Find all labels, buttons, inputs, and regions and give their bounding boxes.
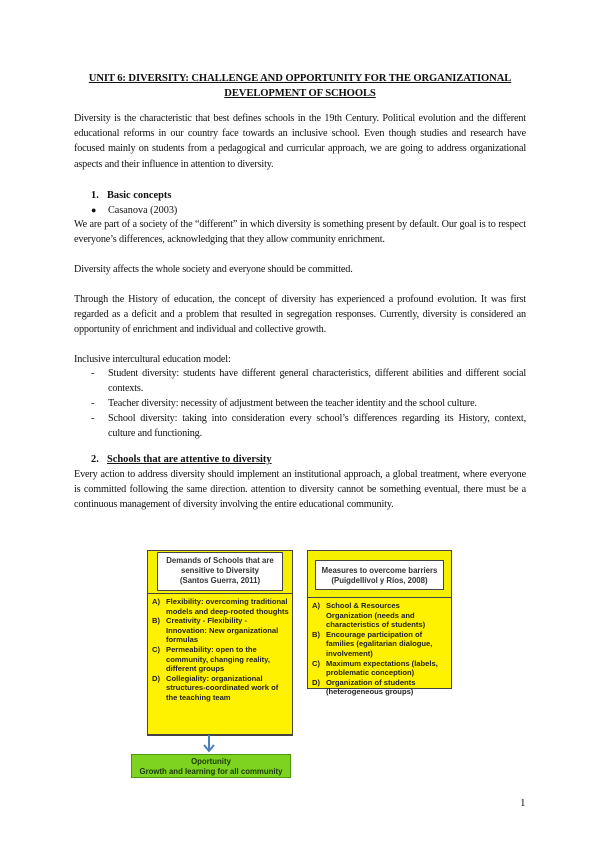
dash-mark: - bbox=[91, 398, 95, 409]
section-1-heading bbox=[91, 189, 171, 203]
history-paragraph: Through the History of education, the concept of diversity has experienced a profound evolution. It was first regarded as a deficit and a problem that resulted in segregation responses. Currently, diversity is considered an opportunity of enrichment and individual and collective growth. bbox=[74, 294, 526, 336]
item-letter: D) bbox=[152, 673, 161, 683]
demands-item bbox=[148, 616, 289, 645]
item-text: Encourage participation of families (egalitarian dialogue, involvement) bbox=[326, 629, 433, 658]
section-1-number: 1. bbox=[91, 190, 99, 201]
section-1-title: Basic concepts bbox=[107, 190, 172, 201]
measures-item bbox=[308, 630, 448, 659]
item-letter: C) bbox=[152, 644, 161, 654]
model-item-text: Student diversity: students have different general characteristics, different abilities and different social contexts. bbox=[108, 368, 526, 395]
unit-title-line-2: DEVELOPMENT OF SCHOOLS bbox=[224, 88, 376, 99]
bullet-dot-icon: ● bbox=[91, 205, 97, 215]
demands-list bbox=[147, 593, 293, 735]
casanova-paragraph: We are part of a society of the “different” in which diversity is something present by default. Our goal is to respect everyone’s differences, acknowledging that they allow community enrichment. bbox=[74, 219, 526, 246]
item-text: School & Resources Organization (needs and characteristics of students) bbox=[326, 601, 426, 630]
bullet-casanova bbox=[91, 203, 177, 218]
page-number: 1 bbox=[520, 797, 526, 809]
item-text: Flexibility: overcoming traditional models and deep-rooted thoughts bbox=[166, 597, 289, 616]
measures-item bbox=[308, 659, 448, 678]
measures-item bbox=[308, 601, 448, 630]
item-letter: A) bbox=[152, 597, 161, 606]
item-letter: A) bbox=[312, 601, 321, 610]
unit-title-line-1: UNIT 6: DIVERSITY: CHALLENGE AND OPPORTUNITY FOR THE ORGANIZATIONAL bbox=[88, 73, 512, 84]
schools-paragraph: Every action to address diversity should implement an institutional approach, a global treatment, where everyone is committed following the same direction. attention to diversity cannot be something eventual, there must be a continuous management of diversity involving the entire educational community. bbox=[74, 469, 526, 511]
dash-mark: - bbox=[91, 413, 95, 424]
model-item-student bbox=[91, 366, 526, 396]
item-letter: D) bbox=[312, 677, 321, 687]
section-2-heading bbox=[91, 453, 272, 467]
model-item-text: School diversity: taking into consideration every school’s differences regarding its History, context, culture and functioning. bbox=[108, 413, 526, 440]
affects-paragraph: Diversity affects the whole society and everyone should be committed. bbox=[74, 264, 353, 275]
demands-item bbox=[148, 597, 289, 616]
model-item-teacher bbox=[91, 396, 526, 411]
measures-item bbox=[308, 678, 448, 697]
opportunity-title: Oportunity bbox=[191, 757, 231, 766]
measures-list bbox=[307, 597, 452, 697]
item-letter: B) bbox=[152, 616, 161, 626]
item-letter: B) bbox=[312, 629, 321, 639]
intro-paragraph: Diversity is the characteristic that best defines schools in the 19th Century. Political evolution and the different educational reforms in our country face towards an inclusive school. Even though studies and research have focused mainly on students from a pedagogical and curricular approach, we are going to address organizational aspects and their influence in attention to diversity. bbox=[74, 113, 526, 170]
section-2-number: 2. bbox=[91, 454, 99, 465]
model-item-text: Teacher diversity: necessity of adjustment between the teacher identity and the school culture. bbox=[108, 398, 477, 409]
demands-item bbox=[148, 645, 289, 674]
dash-mark: - bbox=[91, 368, 95, 379]
opportunity-subtitle: Growth and learning for all community bbox=[139, 767, 283, 776]
item-text: Creativity - Flexibility - Innovation: New organizational formulas bbox=[166, 616, 279, 645]
item-text: Collegiality: organizational structures-coordinated work of the teaching team bbox=[166, 673, 279, 702]
demands-header-line: Demands of Schools that are bbox=[166, 556, 274, 565]
measures-header-line: (Puigdellívol y Ríos, 2008) bbox=[331, 576, 428, 585]
demands-item bbox=[148, 674, 289, 703]
model-label: Inclusive intercultural education model: bbox=[74, 354, 231, 365]
measures-header bbox=[315, 560, 444, 590]
unit-title bbox=[74, 71, 526, 101]
item-letter: C) bbox=[312, 658, 321, 668]
demands-header-line: sensitive to Diversity bbox=[180, 566, 259, 575]
opportunity-box bbox=[131, 754, 291, 778]
item-text: Organization of students (heterogeneous groups) bbox=[326, 677, 416, 697]
down-arrow-icon bbox=[196, 735, 222, 755]
demands-header-line: (Santos Guerra, 2011) bbox=[179, 576, 261, 585]
model-item-school bbox=[91, 411, 526, 441]
measures-header-line: Measures to overcome barriers bbox=[321, 566, 438, 575]
bullet-casanova-text: Casanova (2003) bbox=[108, 205, 178, 216]
item-text: Permeability: open to the community, changing reality, different groups bbox=[166, 644, 270, 674]
demands-header bbox=[157, 552, 283, 591]
section-2-title: Schools that are attentive to diversity bbox=[107, 454, 272, 465]
item-text: Maximum expectations (labels, problematic conception) bbox=[326, 658, 438, 678]
